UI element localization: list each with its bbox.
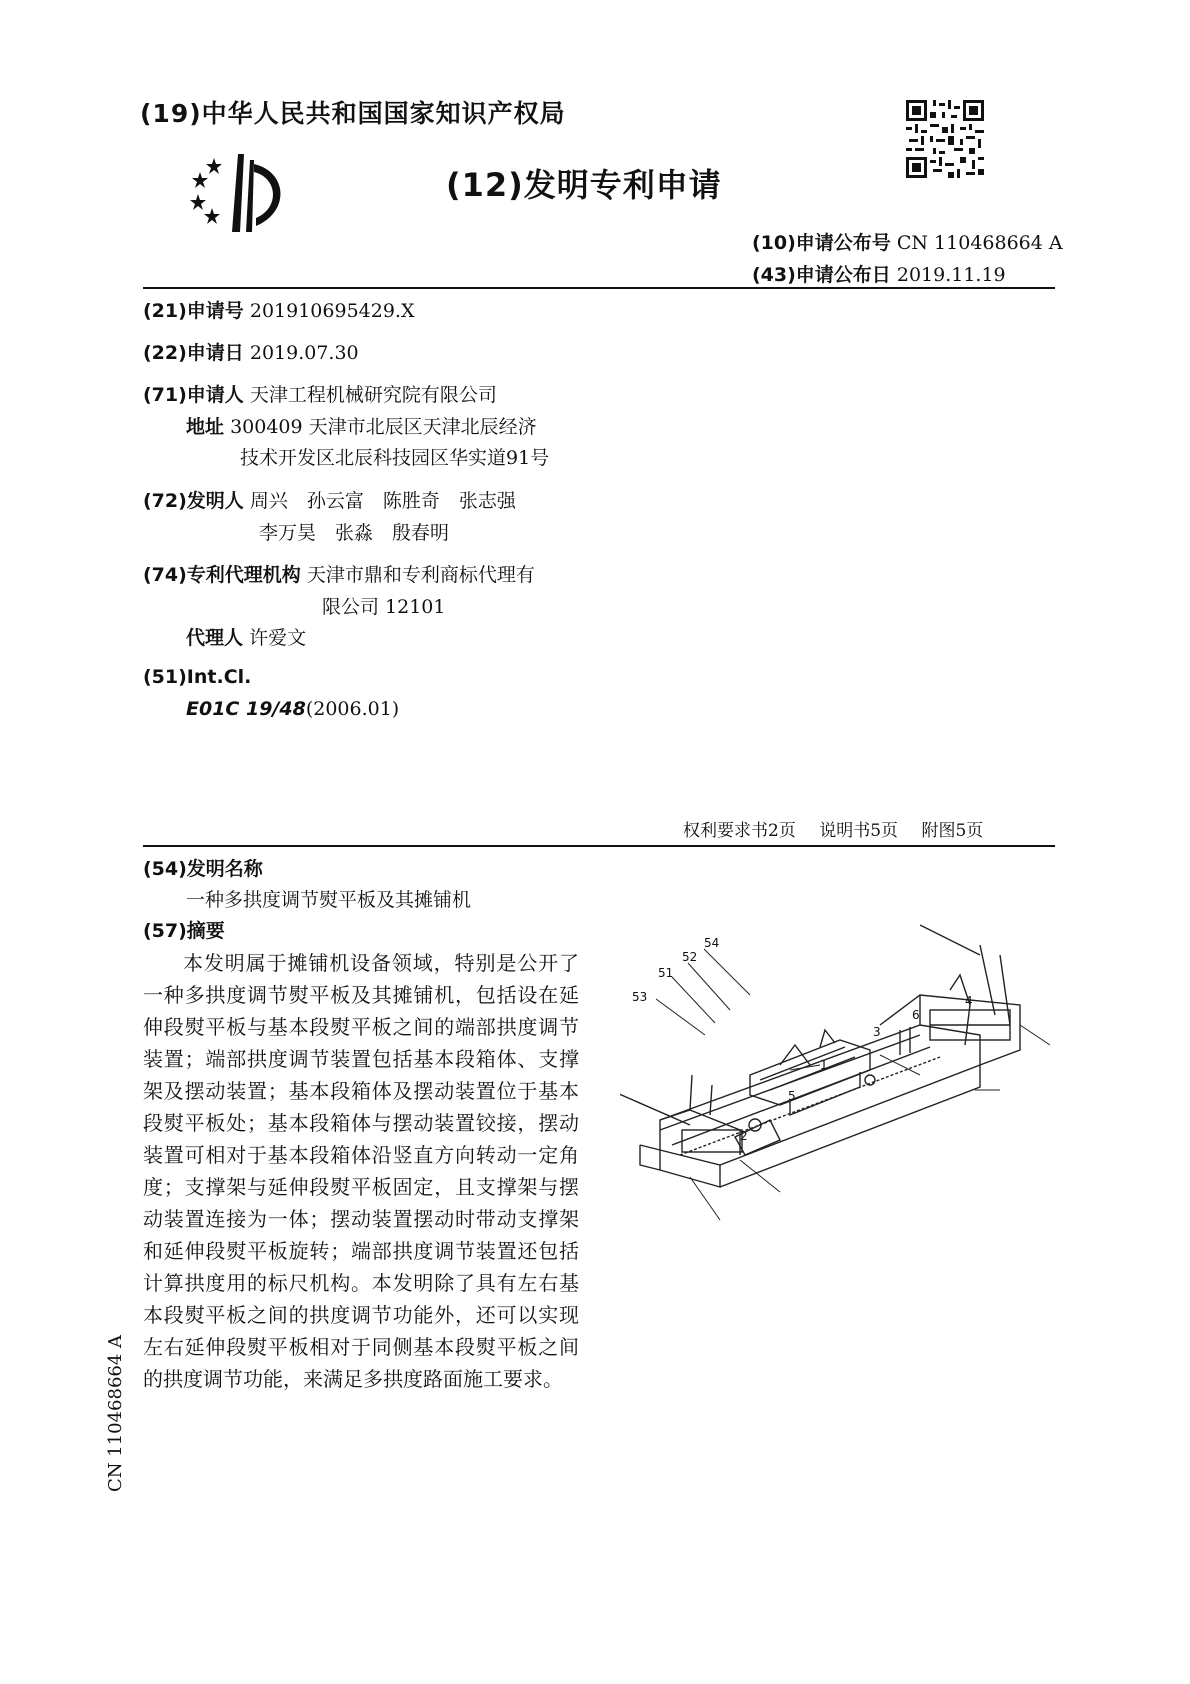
figure-label-2: 2	[740, 1129, 748, 1143]
patent-agency: (74)专利代理机构 天津市鼎和专利商标代理有	[143, 564, 535, 586]
ipc-label: (51)Int.Cl.	[143, 666, 252, 688]
publication-number-row	[752, 228, 1063, 255]
ipc-classification: E01C 19/48(2006.01)	[186, 698, 400, 720]
description-pages: 说明书5页	[819, 821, 899, 841]
invention-title: 一种多拱度调节熨平板及其摊铺机	[186, 889, 472, 911]
side-publication-code: CN 110468664 A	[105, 1334, 126, 1492]
patent-agency-line-2: 限公司 12101	[322, 596, 446, 618]
inventors-line-2: 李万昊 张淼 殷春明	[259, 522, 450, 544]
section-rule	[143, 845, 1055, 847]
application-date: (22)申请日 2019.07.30	[143, 342, 359, 364]
claims-pages: 权利要求书2页	[683, 821, 796, 841]
title-label: (54)发明名称	[143, 858, 263, 880]
figure-label-53: 53	[632, 990, 648, 1004]
publication-date-value: 2019.11.19	[896, 264, 1006, 286]
figure-label-54: 54	[704, 936, 720, 950]
qr-code-icon	[906, 100, 984, 178]
figure-label-4: 4	[965, 994, 973, 1008]
office-name: (19)中华人民共和国国家知识产权局	[140, 99, 566, 128]
abstract-label: (57)摘要	[143, 920, 225, 942]
publication-date-row	[752, 260, 1006, 287]
publication-number-label: (10)申请公布号	[752, 232, 891, 254]
figure-label-1: 1	[820, 1058, 828, 1072]
document-type: (12)发明专利申请	[446, 166, 722, 204]
address: 地址 300409 天津市北辰区天津北辰经济	[186, 416, 537, 438]
address-line-2: 技术开发区北辰科技园区华实道91号	[240, 447, 550, 469]
application-number: (21)申请号 201910695429.X	[143, 300, 415, 322]
figure-label-51: 51	[658, 966, 674, 980]
page-counts	[683, 816, 1001, 841]
screed-drawing	[620, 915, 1060, 1245]
abstract-text: 本发明属于摊铺机设备领域，特别是公开了一种多拱度调节熨平板及其摊铺机，包括设在延伸段熨平板与基本段熨平板之间的端部拱度调节装置；端部拱度调节装置包括基本段箱体、支撑架及摆动装置；基本段箱体及摆动装置位于基本段熨平板处；基本段箱体与摆动装置铰接，摆动装置可相对于基本段箱体沿竖直方向转动一定角度；支撑架与延伸段熨平板固定，且支撑架与摆动装置连接为一体；摆动装置摆动时带动支撑架和延伸段熨平板旋转；端部拱度调节装置还包括计算拱度用的标尺机构。本发明除了具有左右基本段熨平板之间的拱度调节功能外，还可以实现左右延伸段熨平板相对于同侧基本段熨平板之间的拱度调节功能，来满足多拱度路面施工要求。	[143, 951, 579, 1391]
applicant: (71)申请人 天津工程机械研究院有限公司	[143, 384, 497, 406]
figure-label-6: 6	[912, 1008, 920, 1022]
agent: 代理人 许爱文	[186, 627, 307, 649]
publication-date-label: (43)申请公布日	[752, 264, 891, 286]
bibliographic-data	[0, 0, 600, 740]
figure-label-3: 3	[873, 1025, 881, 1039]
figure-label-52: 52	[682, 950, 698, 964]
drawings-pages: 附图5页	[921, 821, 984, 841]
figure-label-5: 5	[788, 1089, 796, 1103]
inventors: (72)发明人 周兴 孙云富 陈胜奇 张志强	[143, 490, 516, 512]
publication-number-value: CN 110468664 A	[896, 232, 1063, 254]
